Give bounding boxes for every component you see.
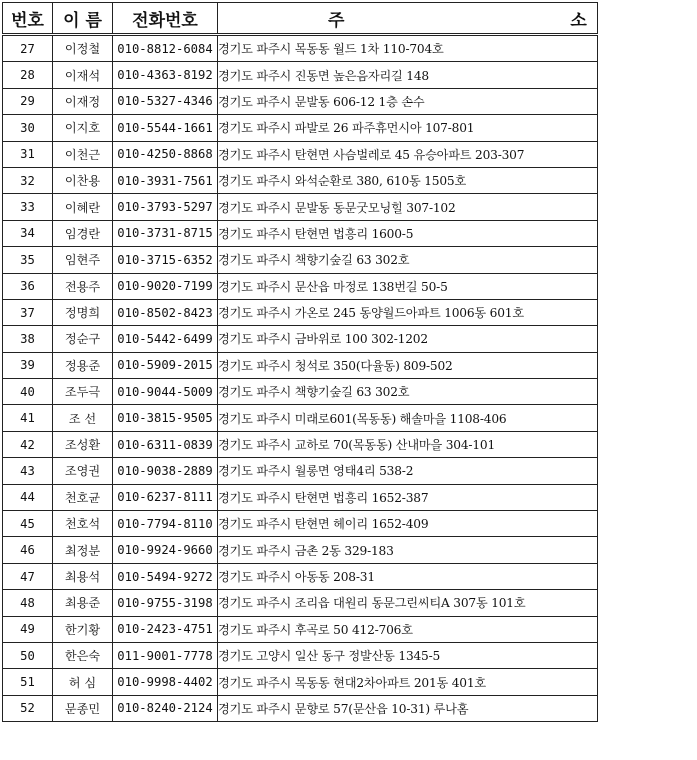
row-address: 경기도 파주시 탄현면 법흥리 1600-5 — [218, 220, 598, 246]
row-address: 경기도 파주시 문산읍 마정로 138번길 50-5 — [218, 273, 598, 299]
row-number: 49 — [3, 616, 53, 642]
row-name: 허 심 — [53, 669, 113, 695]
table-row — [3, 352, 598, 378]
row-name: 최정분 — [53, 537, 113, 563]
row-address: 경기도 고양시 일산 동구 정발산동 1345-5 — [218, 642, 598, 668]
row-address: 경기도 파주시 와석순환로 380, 610동 1505호 — [218, 167, 598, 193]
row-number: 34 — [3, 220, 53, 246]
row-number: 31 — [3, 141, 53, 167]
row-number: 39 — [3, 352, 53, 378]
row-name: 천호균 — [53, 484, 113, 510]
row-address: 경기도 파주시 목동동 현대2차아파트 201동 401호 — [218, 669, 598, 695]
table-row — [3, 167, 598, 193]
row-number: 38 — [3, 326, 53, 352]
row-number: 35 — [3, 247, 53, 273]
row-name: 이재석 — [53, 62, 113, 88]
row-phone: 010-6311-0839 — [113, 431, 218, 457]
row-name: 조 선 — [53, 405, 113, 431]
row-address: 경기도 파주시 금촌 2동 329-183 — [218, 537, 598, 563]
row-name: 조성환 — [53, 431, 113, 457]
row-phone: 010-5494-9272 — [113, 563, 218, 589]
row-phone: 010-6237-8111 — [113, 484, 218, 510]
row-address: 경기도 파주시 책향기숲길 63 302호 — [218, 379, 598, 405]
row-name: 이재정 — [53, 88, 113, 114]
row-phone: 010-8240-2124 — [113, 695, 218, 721]
table-row — [3, 299, 598, 325]
table-row — [3, 669, 598, 695]
row-name: 임현주 — [53, 247, 113, 273]
row-number: 44 — [3, 484, 53, 510]
row-phone: 010-8812-6084 — [113, 35, 218, 62]
table-row — [3, 115, 598, 141]
table-row — [3, 537, 598, 563]
row-address: 경기도 파주시 가온로 245 동양월드아파트 1006동 601호 — [218, 299, 598, 325]
row-phone: 010-9020-7199 — [113, 273, 218, 299]
row-number: 37 — [3, 299, 53, 325]
row-name: 이천근 — [53, 141, 113, 167]
row-number: 30 — [3, 115, 53, 141]
table-row — [3, 220, 598, 246]
row-phone: 010-8502-8423 — [113, 299, 218, 325]
row-phone: 010-3731-8715 — [113, 220, 218, 246]
row-address: 경기도 파주시 탄현면 사슴벌레로 45 유승아파트 203-307 — [218, 141, 598, 167]
row-name: 최용석 — [53, 563, 113, 589]
header-number: 번호 — [3, 3, 53, 35]
table-row — [3, 642, 598, 668]
table-row — [3, 141, 598, 167]
row-name: 이찬용 — [53, 167, 113, 193]
member-address-table — [2, 2, 697, 722]
row-number: 28 — [3, 62, 53, 88]
row-address: 경기도 파주시 아동동 208-31 — [218, 563, 598, 589]
row-number: 27 — [3, 35, 53, 62]
table-row — [3, 35, 598, 62]
row-number: 41 — [3, 405, 53, 431]
row-name: 이지호 — [53, 115, 113, 141]
row-phone: 010-4250-8868 — [113, 141, 218, 167]
header-row — [3, 3, 598, 35]
row-name: 한기황 — [53, 616, 113, 642]
row-number: 45 — [3, 511, 53, 537]
row-phone: 010-5442-6499 — [113, 326, 218, 352]
row-number: 33 — [3, 194, 53, 220]
row-phone: 010-9044-5009 — [113, 379, 218, 405]
row-name: 조두극 — [53, 379, 113, 405]
table-row — [3, 405, 598, 431]
row-phone: 010-9038-2889 — [113, 458, 218, 484]
row-number: 40 — [3, 379, 53, 405]
row-address: 경기도 파주시 탄현면 헤이리 1652-409 — [218, 511, 598, 537]
row-phone: 010-3815-9505 — [113, 405, 218, 431]
row-number: 47 — [3, 563, 53, 589]
table-row — [3, 247, 598, 273]
table-row — [3, 88, 598, 114]
table-row — [3, 590, 598, 616]
row-phone: 010-2423-4751 — [113, 616, 218, 642]
table-row — [3, 484, 598, 510]
row-address: 경기도 파주시 후곡로 50 412-706호 — [218, 616, 598, 642]
header-name: 이 름 — [53, 3, 113, 35]
row-phone: 010-3793-5297 — [113, 194, 218, 220]
row-address: 경기도 파주시 목동동 월드 1차 110-704호 — [218, 35, 598, 62]
row-address: 경기도 파주시 문향로 57(문산읍 10-31) 루나홈 — [218, 695, 598, 721]
row-phone: 010-5909-2015 — [113, 352, 218, 378]
row-address: 경기도 파주시 문발동 606-12 1층 손수 — [218, 88, 598, 114]
row-number: 42 — [3, 431, 53, 457]
table-row — [3, 616, 598, 642]
table-row — [3, 458, 598, 484]
row-number: 48 — [3, 590, 53, 616]
row-phone: 010-7794-8110 — [113, 511, 218, 537]
row-number: 46 — [3, 537, 53, 563]
table-row — [3, 379, 598, 405]
row-name: 조영권 — [53, 458, 113, 484]
row-address: 경기도 파주시 금바위로 100 302-1202 — [218, 326, 598, 352]
row-phone: 010-4363-8192 — [113, 62, 218, 88]
row-name: 천호석 — [53, 511, 113, 537]
row-name: 임경란 — [53, 220, 113, 246]
header-phone: 전화번호 — [113, 3, 218, 35]
row-phone: 010-3715-6352 — [113, 247, 218, 273]
row-address: 경기도 파주시 미래로601(목동동) 해솔마을 1108-406 — [218, 405, 598, 431]
row-phone: 010-5544-1661 — [113, 115, 218, 141]
row-number: 50 — [3, 642, 53, 668]
row-address: 경기도 파주시 문발동 동문굿모닝힐 307-102 — [218, 194, 598, 220]
row-address: 경기도 파주시 파발로 26 파주휴먼시아 107-801 — [218, 115, 598, 141]
row-number: 52 — [3, 695, 53, 721]
table-row — [3, 431, 598, 457]
table-row — [3, 194, 598, 220]
row-address: 경기도 파주시 책향기숲길 63 302호 — [218, 247, 598, 273]
table-row — [3, 326, 598, 352]
table-row — [3, 511, 598, 537]
row-name: 정용준 — [53, 352, 113, 378]
header-address: 주 소 — [218, 3, 598, 35]
row-number: 51 — [3, 669, 53, 695]
row-name: 정명희 — [53, 299, 113, 325]
row-phone: 010-3931-7561 — [113, 167, 218, 193]
row-name: 한은숙 — [53, 642, 113, 668]
row-phone: 010-9924-9660 — [113, 537, 218, 563]
table-row — [3, 563, 598, 589]
table-row — [3, 273, 598, 299]
row-address: 경기도 파주시 탄현면 법흥리 1652-387 — [218, 484, 598, 510]
row-number: 43 — [3, 458, 53, 484]
row-address: 경기도 파주시 청석로 350(다율동) 809-502 — [218, 352, 598, 378]
row-phone: 010-9755-3198 — [113, 590, 218, 616]
row-name: 이정철 — [53, 35, 113, 62]
table-row — [3, 62, 598, 88]
row-phone: 010-5327-4346 — [113, 88, 218, 114]
row-name: 문종민 — [53, 695, 113, 721]
row-name: 최용준 — [53, 590, 113, 616]
row-name: 전용주 — [53, 273, 113, 299]
row-number: 29 — [3, 88, 53, 114]
row-phone: 010-9998-4402 — [113, 669, 218, 695]
row-address: 경기도 파주시 진동면 높은음자리길 148 — [218, 62, 598, 88]
row-address: 경기도 파주시 월롱면 영태4리 538-2 — [218, 458, 598, 484]
table-row — [3, 695, 598, 721]
row-number: 36 — [3, 273, 53, 299]
table-body — [3, 35, 598, 722]
row-name: 이혜란 — [53, 194, 113, 220]
row-address: 경기도 파주시 교하로 70(목동동) 산내마을 304-101 — [218, 431, 598, 457]
row-name: 정순구 — [53, 326, 113, 352]
row-number: 32 — [3, 167, 53, 193]
row-address: 경기도 파주시 조리읍 대원리 동문그린씨티A 307동 101호 — [218, 590, 598, 616]
row-phone: 011-9001-7778 — [113, 642, 218, 668]
